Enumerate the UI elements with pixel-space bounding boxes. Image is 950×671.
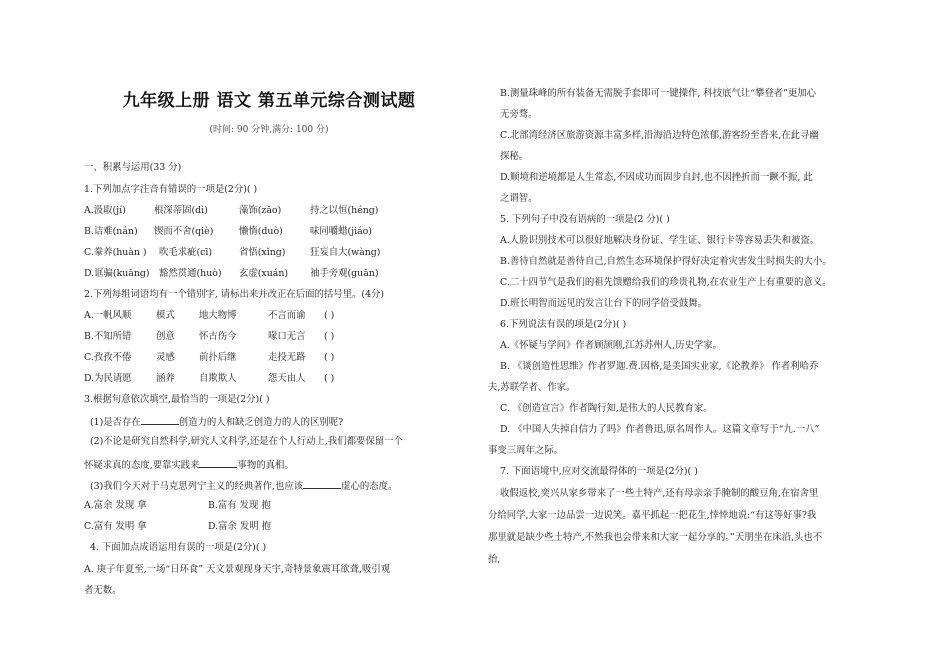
q4-option-d-cont: 之谓智。	[500, 193, 538, 204]
question-7-stem: 7. 下面语境中,应对交流最得体的一项是(2分)( )	[500, 466, 698, 477]
q4-option-b: B.测量珠峰的所有装备无需脱手套即可一键操作, 科技底气让“攀登者”更加心	[500, 88, 817, 99]
q1-word: 根深蒂固(dì)	[154, 205, 208, 216]
q6-option-d-cont: 事变三周年之际。	[488, 445, 564, 456]
section-heading: 一、积累与运用(33 分)	[84, 162, 182, 173]
q4-option-a-cont: 者无数。	[84, 585, 122, 596]
q6-option-b-cont: 夫,苏联学者、作家。	[488, 382, 576, 393]
q3-option-b: B.富有 发现 抱	[208, 500, 271, 511]
question-3-stem: 3.根据句意依次填空,最恰当的一项是(2分)( )	[84, 394, 270, 405]
q2-word: 怀古伤今	[199, 331, 237, 342]
q4-option-b-cont: 无旁骛。	[500, 109, 538, 120]
q5-option-a: A.人脸识别技术可以很好地解决身份证、学生证、银行卡等容易丢失和被盗。	[500, 235, 820, 246]
q5-option-c: C.二十四节气是我们的祖先馈赠给我们的珍贵礼物,在农业生产上有重要的意义。	[500, 277, 832, 288]
q4-option-a: A. 庚子年夏至,一场“日环食” 天文景观现身天宇,奇特景象震耳欲聋,吸引观	[84, 564, 391, 575]
q1-word: 懒惰(duò)	[239, 226, 283, 237]
q2-word: 地大物博	[199, 310, 237, 321]
q2-word: 涵养	[156, 373, 175, 384]
q1-word: 狂妄自大(wàng)	[310, 247, 381, 258]
q6-option-c: C. 《创造宣言》作者陶行知,是伟大的人民教育家。	[500, 403, 713, 414]
q3-sentence-3: (3)我们今天对于马克思列宁主义的经典著作,也应该 虚心的态度。	[90, 481, 398, 492]
q2-answer-bracket[interactable]: ( )	[324, 331, 335, 342]
q6-option-a: A.《怀疑与学问》作者顾颉刚,江苏苏州人,历史学家。	[500, 340, 722, 351]
q3-sentence-2: (2)不论是研究自然科学,研究人文科学,还是在个人行动上,我们都要保留一个	[90, 436, 403, 447]
q2-word: 创意	[156, 331, 175, 342]
q2-option-b: B.不知所错	[84, 331, 132, 342]
question-2-stem: 2.下列每组词语均有一个错别字, 请标出来并改正在后面的括号里。(4分)	[84, 289, 385, 300]
q6-option-b: B. 《谈创造性思维》作者罗迦.费.因格,是美国实业家,《论教养》 作者利哈乔	[500, 361, 819, 372]
q2-answer-bracket[interactable]: ( )	[324, 352, 335, 363]
q1-word: 玄虚(xuán)	[239, 268, 289, 279]
q3-option-a: A.富余 发现 拿	[84, 500, 147, 511]
q7-passage-line: 收假返校,奕兴从家乡带来了一些土特产,还有母亲亲手腌制的酸豆角,在宿舍里	[500, 488, 819, 499]
q4-option-c-cont: 探秘。	[500, 151, 529, 162]
q3-sentence-1: (1)是否存在 创造力的人和缺乏创造力的人的区别呢?	[90, 417, 344, 428]
q2-option-a: A.一帆风顺	[84, 310, 132, 321]
q2-word: 走投无路	[268, 352, 306, 363]
q3-option-d: D.富余 发明 抱	[208, 521, 271, 532]
q3-sentence-2-cont: 怀疑求真的态度,要靠实践来 事物的真相。	[84, 460, 294, 471]
q7-passage-line: 分给同学,大家一边品尝一边说笑。嘉平抓起一把花生,悻悻地说:“有这等好事?我	[488, 510, 817, 521]
q6-option-d: D. 《中国人失掉自信力了吗》作者鲁迅,原名周作人。这篇文章写于“九.一八”	[500, 424, 820, 435]
q2-word: 自欺欺人	[199, 373, 237, 384]
fill-blank[interactable]	[199, 458, 237, 468]
q1-word: 锲而不舍(qiè)	[154, 226, 214, 237]
q1-word: 豁然贯通(huò)	[159, 268, 222, 279]
q2-answer-bracket[interactable]: ( )	[324, 373, 335, 384]
q5-option-d: D.班长明智而远见的发言让台下的同学倍受鼓舞。	[500, 298, 708, 309]
q2-word: 不言而谕	[268, 310, 306, 321]
q2-answer-bracket[interactable]: ( )	[324, 310, 335, 321]
q7-passage-line: 抬,	[488, 554, 501, 565]
q2-option-c: C.孜孜不倦	[84, 352, 132, 363]
question-4-stem: 4. 下面加点成语运用有误的一项是(2分)( )	[90, 542, 267, 553]
exam-info: (时间: 90 分钟,满分: 100 分)	[209, 125, 329, 135]
q2-word: 怨天由人	[268, 373, 306, 384]
q2-word: 喙口无言	[268, 331, 306, 342]
q2-option-d: D.为民请愿	[84, 373, 132, 384]
q7-passage-line: 那里就是缺少些土特产,不然我也会带来和大家一起分享的。”天朋坐在床沿,头也不	[488, 532, 823, 543]
q3-option-c: C.富有 发明 拿	[84, 521, 147, 532]
q1-option-d: D.诓骗(kuāng)	[84, 268, 150, 279]
q1-word: 省悟(xǐng)	[239, 247, 286, 258]
page-title: 九年级上册 语文 第五单元综合测试题	[122, 91, 416, 111]
q5-option-b: B.善待自然就是善待自己,自然生态环境保护得好决定着灾害发生时损失的大小。	[500, 256, 832, 267]
q2-word: 模式	[156, 310, 175, 321]
q1-option-a: A.汲取(jí)	[84, 205, 126, 216]
fill-blank[interactable]	[141, 415, 179, 425]
q1-option-c: C.豢养(huàn )	[84, 247, 147, 258]
q1-word: 吹毛求疵(cī)	[159, 247, 213, 258]
question-1-stem: 1.下列加点字注音有错误的一项是(2分)( )	[84, 184, 258, 195]
question-6-stem: 6.下列说法有误的项是(2分)( )	[500, 319, 627, 330]
q4-option-c: C.北部湾经济区旅游资源丰富多样,沿海沿边特色浓郁,游客纷至沓来,在此寻幽	[500, 130, 819, 141]
q1-word: 袖手旁观(guān)	[310, 268, 379, 279]
q1-word: 持之以恒(héng)	[310, 205, 379, 216]
q1-word: 味同嚼蜡(jiáo)	[310, 226, 372, 237]
q2-word: 灵感	[156, 352, 175, 363]
q1-option-b: B.诘难(nán)	[84, 226, 138, 237]
q2-word: 前扑后继	[199, 352, 237, 363]
question-5-stem: 5. 下列句子中没有语病的一项是(2 分)( )	[500, 214, 670, 225]
q4-option-d: D.顺境和逆境都是人生常态,不因成功而固步自封,也不因挫折而一蹶不振, 此	[500, 172, 813, 183]
fill-blank[interactable]	[303, 479, 341, 489]
q1-word: 藻饰(zǎo)	[239, 205, 282, 216]
